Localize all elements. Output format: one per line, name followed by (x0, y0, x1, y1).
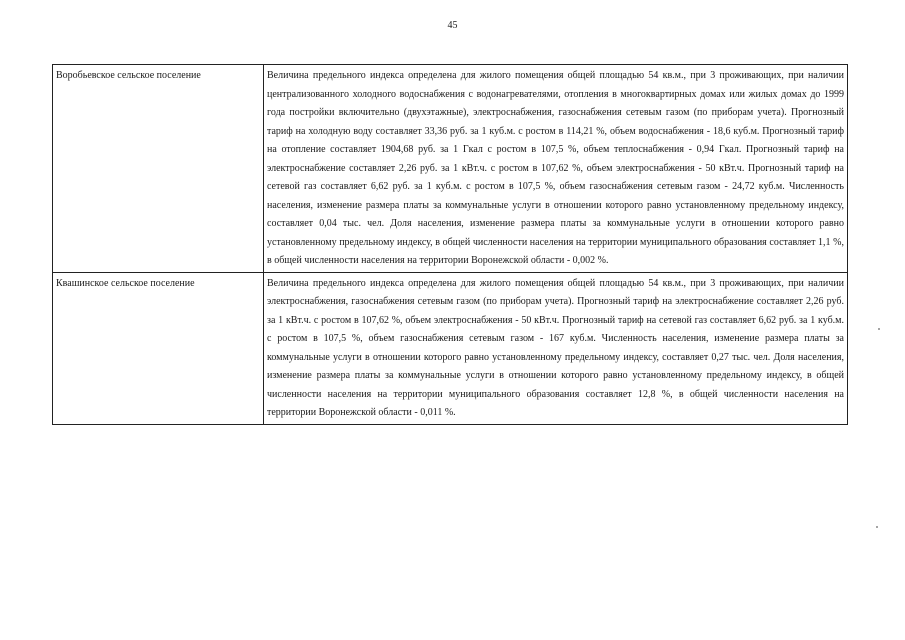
settlement-description-cell: Величина предельного индекса определена для жилого помещения общей площадью 54 кв.м., при 3 проживающих, при наличии централизованного холодного водоснабжения с водонагревателями, отопления в многоквартирных домах или жилых домах до 1999 года постройки включительно (двухэтажные), электроснабжения, газоснабжения сетевым газом (по приборам учета). Прогнозный тариф на холодную воду составляет 33,36 руб. за 1 куб.м. с ростом в 114,21 %, объем водоснабжения - 18,6 куб.м. Прогнозный тариф на отопление составляет 1904,68 руб. за 1 Гкал с ростом в 107,5 %, объем теплоснабжения - 0,94 Гкал. Прогнозный тариф на электроснабжение составляет 2,26 руб. за 1 кВт.ч. с ростом в 107,62 %, объем электроснабжения - 50 кВт.ч. Прогнозный тариф на сетевой газ составляет 6,62 руб. за 1 куб.м. с ростом в 107,5 %, объем газоснабжения сетевым газом - 24,72 куб.м. Численность населения, изменение размера платы за коммунальные услуги в отношении которого равно установленному предельному индексу, составляет 0,04 тыс. чел. Доля населения, изменение размера платы за коммунальные услуги в отношении которого равно установленному предельному индексу, в общей численности населения на территории муниципального образования составляет 1,1 %, в общей численности населения на территории Воронежской области - 0,002 %. (264, 65, 848, 273)
table-row (53, 65, 848, 273)
table-row (53, 272, 848, 424)
tariff-index-table (52, 64, 848, 425)
settlement-name-cell: Квашинское сельское поселение (53, 272, 264, 424)
settlement-name-cell: Воробьевское сельское поселение (53, 65, 264, 273)
page-number: 45 (447, 20, 458, 31)
scan-artifact-dot (876, 526, 878, 528)
scan-artifact-dot (878, 328, 880, 330)
settlement-description-cell: Величина предельного индекса определена для жилого помещения общей площадью 54 кв.м., при 3 проживающих, при наличии электроснабжения, газоснабжения сетевым газом (по приборам учета). Прогнозный тариф на электроснабжение составляет 2,26 руб. за 1 кВт.ч. с ростом в 107,62 %, объем электроснабжения - 50 кВт.ч. Прогнозный тариф на сетевой газ составляет 6,62 руб. за 1 куб.м. с ростом в 107,5 %, объем газоснабжения сетевым газом - 167 куб.м. Численность населения, изменение размера платы за коммунальные услуги в отношении которого равно установленному предельному индексу, составляет 0,27 тыс. чел. Доля населения, изменение размера платы за коммунальные услуги в отношении которого равно установленному предельному индексу, в общей численности населения на территории муниципального образования составляет 12,8 %, в общей численности населения на территории Воронежской области - 0,011 %. (264, 272, 848, 424)
